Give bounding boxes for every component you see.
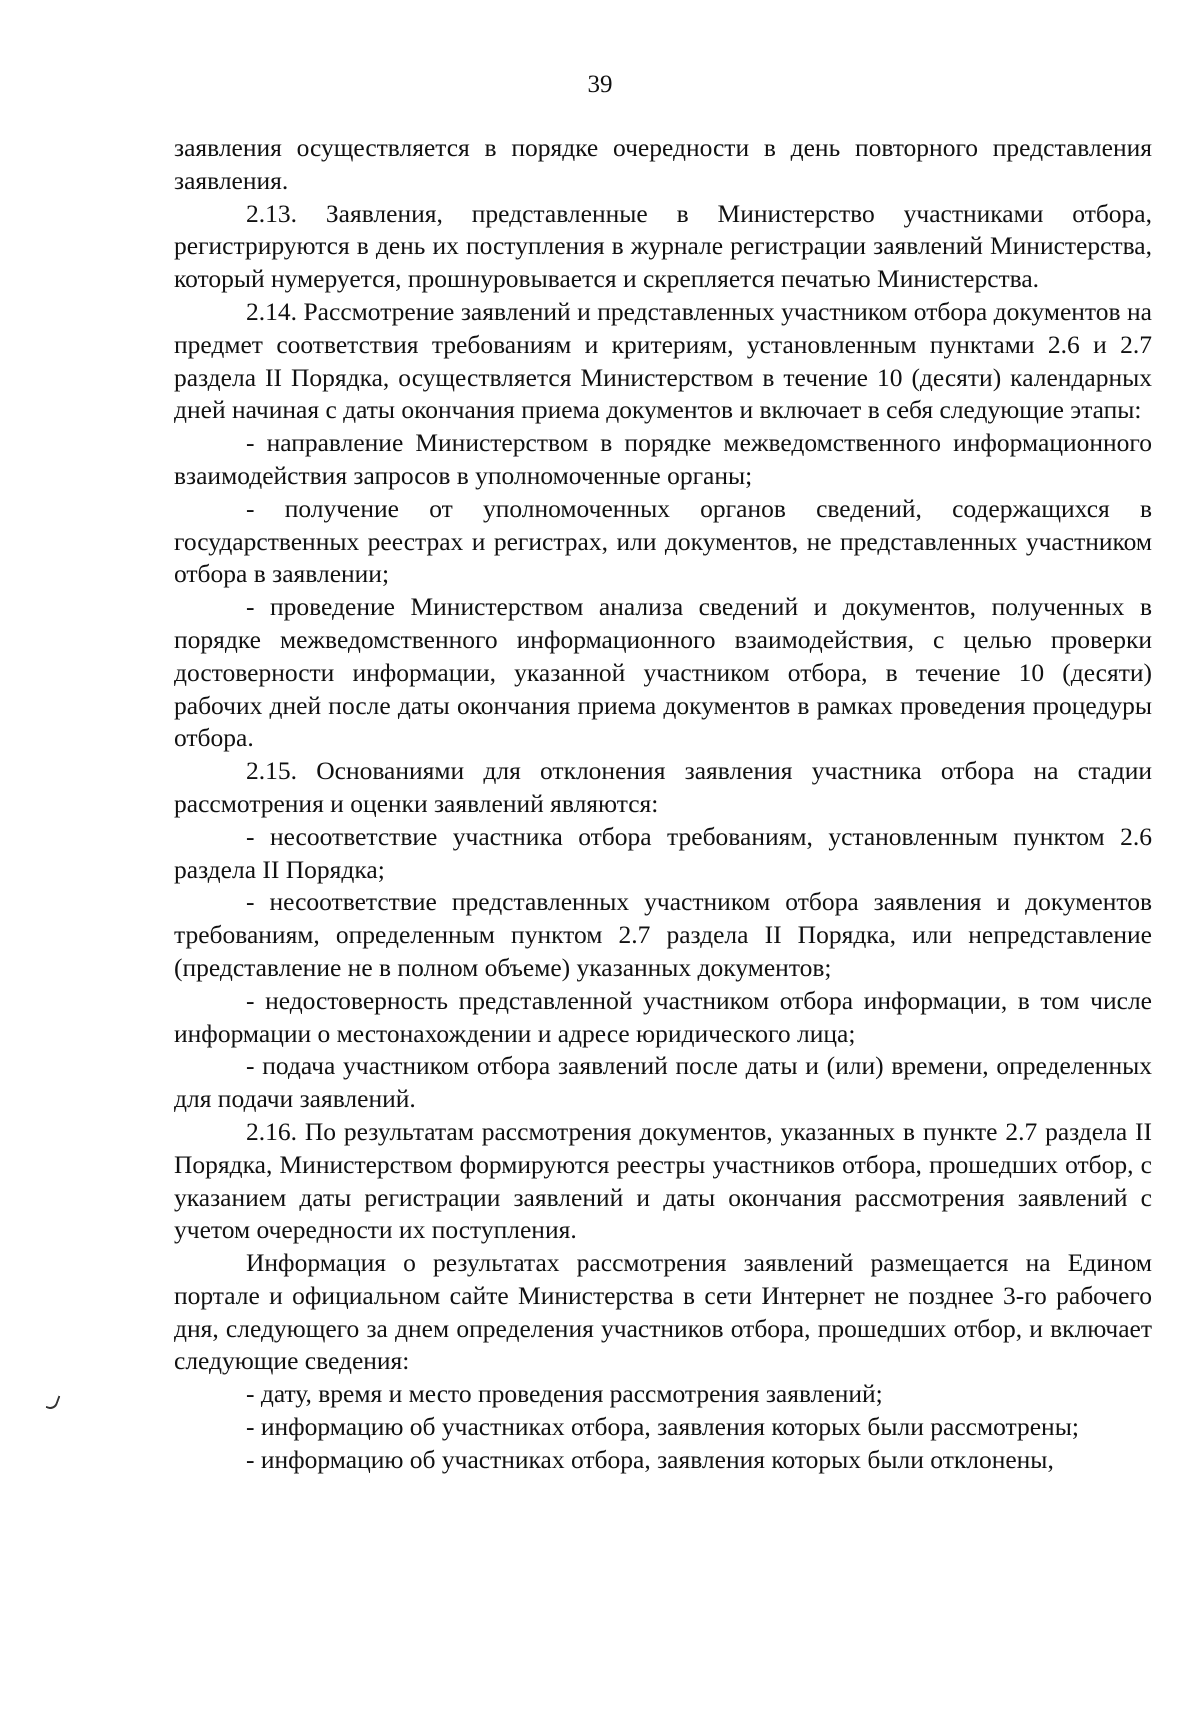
list-item: - несоответствие участника отбора требованиям, установленным пунктом 2.6 раздела II Порядка; — [174, 821, 1152, 884]
list-item: - проведение Министерством анализа сведений и документов, полученных в порядке межведомственного информационного взаимодействия, с целью проверки достоверности информации, указанной участником отбора, в течение 10 (десяти) рабочих дней после даты окончания приема документов в рамках проведения процедуры отбора. — [174, 592, 1152, 753]
paragraph: заявления осуществляется в порядке очередности в день повторного представления заявления. — [174, 133, 1152, 195]
paragraph-information: Информация о результатах рассмотрения заявлений размещается на Едином портале и официальном сайте Министерства в сети Интернет не позднее 3-го рабочего дня, следующего за днем определения участников отбора, прошедших отбор, и включает следующие сведения: — [174, 1248, 1152, 1376]
paragraph-2-16: 2.16. По результатам рассмотрения документов, указанных в пункте 2.7 раздела II Порядка, Министерством формируются реестры участников отбора, прошедших отбор, с указанием даты регистрации заявлений и даты окончания рассмотрения заявлений с учетом очередности их поступления. — [174, 1116, 1152, 1245]
paragraph-2-14: 2.14. Рассмотрение заявлений и представленных участником отбора документов на предмет соответствия требованиям и критериям, установленным пунктами 2.6 и 2.7 раздела II Порядка, осуществляется Министерством в течение 10 (десяти) календарных дней начиная с даты окончания приема документов и включает в себя следующие этапы: — [174, 296, 1152, 425]
list-item: - направление Министерством в порядке межведомственного информационного взаимодействия запросов в уполномоченные органы; — [174, 428, 1152, 490]
list-item: - недостоверность представленной участником отбора информации, в том числе информации о местонахождении и адресе юридического лица; — [174, 985, 1152, 1048]
list-item: - информацию об участниках отбора, заявления которых были рассмотрены; — [246, 1412, 1079, 1442]
list-item: - подача участником отбора заявлений после даты и (или) времени, определенных для подачи заявлений. — [174, 1051, 1152, 1114]
margin-mark — [46, 1393, 61, 1411]
list-item: - дату, время и место проведения рассмотрения заявлений; — [246, 1379, 883, 1409]
list-item: - информацию об участниках отбора, заявления которых были отклонены, — [246, 1444, 1054, 1474]
paragraph-2-15: 2.15. Основаниями для отклонения заявления участника отбора на стадии рассмотрения и оценки заявлений являются: — [174, 756, 1152, 818]
list-item: - получение от уполномоченных органов сведений, содержащихся в государственных реестрах и регистрах, или документов, не представленных участником отбора в заявлении; — [174, 493, 1152, 589]
page-number: 39 — [587, 71, 613, 98]
paragraph-2-13: 2.13. Заявления, представленные в Министерство участниками отбора, регистрируются в день их поступления в журнале регистрации заявлений Министерства, который нумеруется, прошнуровывается и скрепляется печатью Министерства. — [174, 198, 1152, 294]
list-item: - несоответствие представленных участником отбора заявления и документов требованиям, определенным пунктом 2.7 раздела II Порядка, или непредставление (представление не в полном объеме) указанных документов; — [174, 887, 1152, 982]
document-body — [174, 132, 1152, 1477]
